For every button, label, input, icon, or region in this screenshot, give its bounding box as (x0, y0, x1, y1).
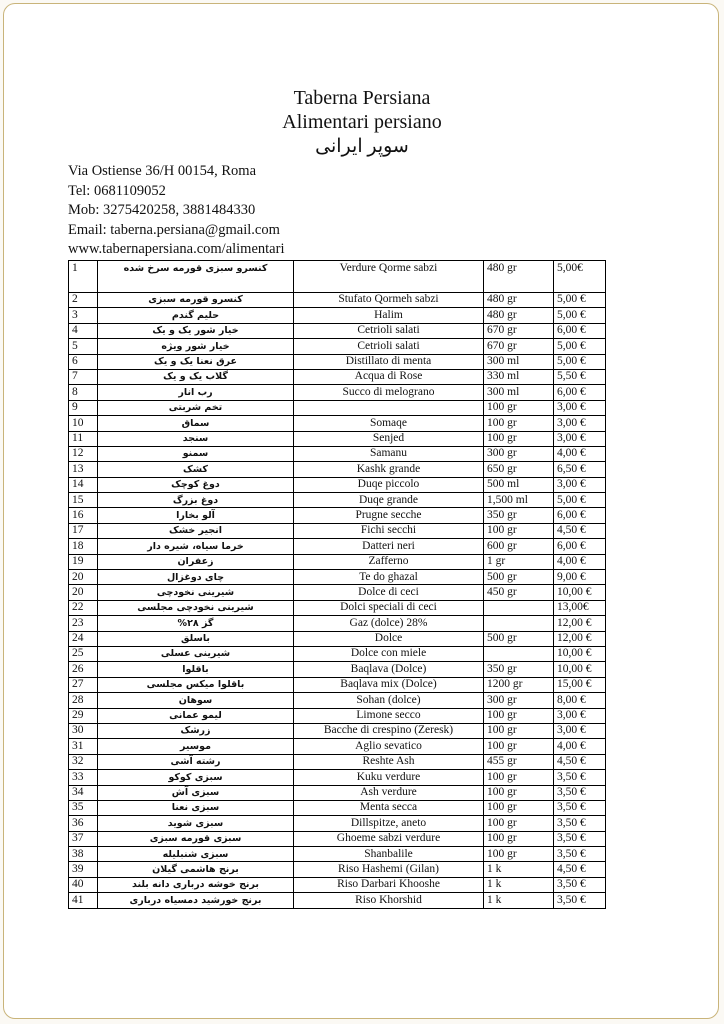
item-number: 22 (69, 600, 98, 615)
item-name-persian: برنج خورشید دمسیاه درباری (98, 893, 294, 908)
item-name-persian: کنسرو سبزی قورمه سرخ شده (98, 261, 294, 293)
item-name-persian: خیار شور یک و یک (98, 323, 294, 338)
item-price: 5,00 € (554, 293, 606, 308)
item-name-persian: لیمو عمانی (98, 708, 294, 723)
store-name-persian: سوپر ایرانی (315, 136, 409, 157)
table-row (69, 385, 606, 400)
item-price: 12,00 € (554, 616, 606, 631)
item-number: 7 (69, 369, 98, 384)
item-name-italian: Kashk grande (294, 462, 484, 477)
item-name-persian: سبزی شنبلیله (98, 847, 294, 862)
item-number: 34 (69, 785, 98, 800)
item-quantity: 100 gr (484, 723, 554, 738)
item-number: 41 (69, 893, 98, 908)
item-price: 10,00 € (554, 585, 606, 600)
item-name-italian: Samanu (294, 446, 484, 461)
item-price: 4,00 € (554, 446, 606, 461)
item-name-italian: Verdure Qorme sabzi (294, 261, 484, 293)
item-name-italian: Duqe piccolo (294, 477, 484, 492)
item-price: 4,50 € (554, 862, 606, 877)
item-quantity: 100 gr (484, 831, 554, 846)
item-number: 37 (69, 831, 98, 846)
item-price: 3,00 € (554, 708, 606, 723)
telephone: Tel: 0681109052 (68, 182, 166, 199)
table-row (69, 754, 606, 769)
item-quantity: 480 gr (484, 293, 554, 308)
item-price: 3,50 € (554, 847, 606, 862)
item-name-italian: Kuku verdure (294, 770, 484, 785)
table-row (69, 585, 606, 600)
item-price: 15,00 € (554, 677, 606, 692)
item-price: 3,50 € (554, 816, 606, 831)
item-name-persian: رشته آشی (98, 754, 294, 769)
item-price: 6,00 € (554, 385, 606, 400)
email: Email: taberna.persiana@gmail.com (68, 221, 280, 238)
item-number: 26 (69, 662, 98, 677)
item-number: 20 (69, 585, 98, 600)
item-quantity: 300 ml (484, 354, 554, 369)
item-number: 36 (69, 816, 98, 831)
item-name-persian: سنجد (98, 431, 294, 446)
item-number: 28 (69, 693, 98, 708)
item-name-persian: تخم شربتی (98, 400, 294, 415)
item-price: 3,50 € (554, 831, 606, 846)
item-name-italian: Fichi secchi (294, 523, 484, 538)
item-quantity: 455 gr (484, 754, 554, 769)
item-number: 33 (69, 770, 98, 785)
table-row (69, 339, 606, 354)
table-row (69, 323, 606, 338)
item-name-persian: برنج هاشمی گیلان (98, 862, 294, 877)
item-quantity: 100 gr (484, 847, 554, 862)
item-price: 3,00 € (554, 416, 606, 431)
table-row (69, 416, 606, 431)
item-number: 35 (69, 800, 98, 815)
item-number: 3 (69, 308, 98, 323)
item-quantity: 350 gr (484, 662, 554, 677)
item-number: 9 (69, 400, 98, 415)
store-name: Taberna Persiana (293, 87, 431, 109)
item-number: 31 (69, 739, 98, 754)
item-name-persian: کنسرو قورمه سبزی (98, 293, 294, 308)
item-quantity: 670 gr (484, 339, 554, 354)
store-subtitle: Alimentari persiano (282, 111, 442, 133)
table-row (69, 354, 606, 369)
table-row (69, 877, 606, 892)
item-quantity: 100 gr (484, 431, 554, 446)
item-name-italian: Te do ghazal (294, 570, 484, 585)
table-row (69, 785, 606, 800)
item-name-italian: Menta secca (294, 800, 484, 815)
item-quantity: 100 gr (484, 800, 554, 815)
table-row (69, 693, 606, 708)
item-name-italian: Zafferno (294, 554, 484, 569)
item-quantity: 100 gr (484, 739, 554, 754)
item-quantity: 1 k (484, 862, 554, 877)
item-number: 18 (69, 539, 98, 554)
item-name-persian: سبزی آش (98, 785, 294, 800)
item-price: 5,00 € (554, 354, 606, 369)
item-price: 5,00 € (554, 493, 606, 508)
item-price: 12,00 € (554, 631, 606, 646)
item-name-italian: Senjed (294, 431, 484, 446)
item-number: 16 (69, 508, 98, 523)
mobile: Mob: 3275420258, 3881484330 (68, 202, 256, 218)
table-row (69, 739, 606, 754)
item-number: 4 (69, 323, 98, 338)
item-number: 14 (69, 477, 98, 492)
item-name-persian: شیرینی عسلی (98, 646, 294, 661)
table-row (69, 431, 606, 446)
table-row (69, 847, 606, 862)
item-name-persian: دوغ بزرگ (98, 493, 294, 508)
contact-block (68, 162, 284, 260)
item-number: 1 (69, 261, 98, 293)
item-name-italian: Succo di melograno (294, 385, 484, 400)
item-number: 25 (69, 646, 98, 661)
item-quantity: 480 gr (484, 261, 554, 293)
item-quantity (484, 616, 554, 631)
item-quantity: 300 gr (484, 446, 554, 461)
item-name-italian: Cetrioli salati (294, 323, 484, 338)
table-row (69, 539, 606, 554)
item-price: 9,00 € (554, 570, 606, 585)
item-name-persian: خرما سیاه، شیره دار (98, 539, 294, 554)
item-price: 3,00 € (554, 400, 606, 415)
table-row (69, 816, 606, 831)
table-row (69, 708, 606, 723)
item-price: 6,50 € (554, 462, 606, 477)
item-price: 10,00 € (554, 646, 606, 661)
item-quantity: 1 k (484, 893, 554, 908)
item-price: 6,00 € (554, 539, 606, 554)
item-name-persian: گلاب یک و یک (98, 369, 294, 384)
table-row (69, 554, 606, 569)
item-price: 4,50 € (554, 523, 606, 538)
item-name-italian: Shanbalile (294, 847, 484, 862)
item-quantity: 350 gr (484, 508, 554, 523)
item-name-persian: زرشک (98, 723, 294, 738)
item-quantity: 650 gr (484, 462, 554, 477)
item-number: 11 (69, 431, 98, 446)
item-price: 4,00 € (554, 739, 606, 754)
website: www.tabernapersiana.com/alimentari (68, 241, 285, 257)
product-table (68, 260, 606, 909)
item-quantity: 1 gr (484, 554, 554, 569)
item-name-persian: شیرینی نخودچی (98, 585, 294, 600)
item-number: 24 (69, 631, 98, 646)
item-number: 20 (69, 570, 98, 585)
item-name-italian: Riso Khorshid (294, 893, 484, 908)
table-row (69, 800, 606, 815)
item-price: 3,50 € (554, 877, 606, 892)
item-name-persian: آلو بخارا (98, 508, 294, 523)
item-price: 6,00 € (554, 508, 606, 523)
item-name-persian: سبزی قورمه سبزی (98, 831, 294, 846)
table-row (69, 400, 606, 415)
item-name-persian: حلیم گندم (98, 308, 294, 323)
item-quantity (484, 600, 554, 615)
item-name-persian: موسیر (98, 739, 294, 754)
table-row (69, 600, 606, 615)
table-row (69, 369, 606, 384)
item-price: 3,00 € (554, 723, 606, 738)
item-name-italian: Datteri neri (294, 539, 484, 554)
table-row (69, 477, 606, 492)
item-number: 30 (69, 723, 98, 738)
item-quantity: 100 gr (484, 785, 554, 800)
table-row (69, 723, 606, 738)
item-number: 5 (69, 339, 98, 354)
item-quantity: 500 ml (484, 477, 554, 492)
item-name-italian: Riso Darbari Khooshe (294, 877, 484, 892)
item-name-italian: Dillspitze, aneto (294, 816, 484, 831)
item-name-italian: Dolce con miele (294, 646, 484, 661)
item-name-italian: Stufato Qormeh sabzi (294, 293, 484, 308)
table-row (69, 523, 606, 538)
item-name-italian: Riso Hashemi (Gilan) (294, 862, 484, 877)
item-quantity: 600 gr (484, 539, 554, 554)
item-quantity: 330 ml (484, 369, 554, 384)
item-quantity: 480 gr (484, 308, 554, 323)
item-price: 3,00 € (554, 431, 606, 446)
table-row (69, 446, 606, 461)
item-quantity: 300 gr (484, 693, 554, 708)
item-name-italian: Ash verdure (294, 785, 484, 800)
item-name-italian: Dolce di ceci (294, 585, 484, 600)
item-number: 29 (69, 708, 98, 723)
table-row (69, 508, 606, 523)
item-name-italian: Baqlava (Dolce) (294, 662, 484, 677)
item-name-persian: سوهان (98, 693, 294, 708)
item-price: 8,00 € (554, 693, 606, 708)
table-row (69, 261, 606, 293)
item-quantity: 1 k (484, 877, 554, 892)
item-quantity: 1,500 ml (484, 493, 554, 508)
item-name-italian (294, 400, 484, 415)
item-quantity: 100 gr (484, 708, 554, 723)
item-name-persian: سبزی کوکو (98, 770, 294, 785)
item-price: 3,00 € (554, 477, 606, 492)
item-quantity: 670 gr (484, 323, 554, 338)
item-quantity: 500 gr (484, 570, 554, 585)
table-row (69, 631, 606, 646)
item-number: 23 (69, 616, 98, 631)
item-number: 27 (69, 677, 98, 692)
item-quantity: 100 gr (484, 770, 554, 785)
table-row (69, 493, 606, 508)
item-name-italian: Somaqe (294, 416, 484, 431)
document-header (0, 86, 724, 160)
item-name-persian: سماق (98, 416, 294, 431)
item-name-italian: Limone secco (294, 708, 484, 723)
item-name-italian: Dolci speciali di ceci (294, 600, 484, 615)
item-name-italian: Ghoeme sabzi verdure (294, 831, 484, 846)
item-name-persian: عرق نعنا یک و یک (98, 354, 294, 369)
item-number: 6 (69, 354, 98, 369)
item-price: 3,50 € (554, 800, 606, 815)
item-name-persian: انجیر خشک (98, 523, 294, 538)
item-number: 39 (69, 862, 98, 877)
item-name-italian: Prugne secche (294, 508, 484, 523)
item-name-italian: Sohan (dolce) (294, 693, 484, 708)
item-price: 10,00 € (554, 662, 606, 677)
item-name-persian: سبزی شوید (98, 816, 294, 831)
item-number: 19 (69, 554, 98, 569)
table-row (69, 308, 606, 323)
item-price: 5,00 € (554, 308, 606, 323)
table-row (69, 770, 606, 785)
item-quantity: 100 gr (484, 416, 554, 431)
item-price: 5,50 € (554, 369, 606, 384)
item-number: 17 (69, 523, 98, 538)
item-name-italian: Acqua di Rose (294, 369, 484, 384)
item-number: 40 (69, 877, 98, 892)
table-row (69, 462, 606, 477)
item-quantity: 300 ml (484, 385, 554, 400)
item-name-italian: Halim (294, 308, 484, 323)
table-row (69, 293, 606, 308)
item-quantity (484, 646, 554, 661)
item-name-persian: زعفران (98, 554, 294, 569)
item-name-italian: Bacche di crespino (Zeresk) (294, 723, 484, 738)
item-price: 4,50 € (554, 754, 606, 769)
item-name-italian: Cetrioli salati (294, 339, 484, 354)
item-number: 13 (69, 462, 98, 477)
table-row (69, 893, 606, 908)
item-name-italian: Dolce (294, 631, 484, 646)
item-name-persian: شیرینی نخودچی مجلسی (98, 600, 294, 615)
item-name-persian: رب انار (98, 385, 294, 400)
item-name-persian: خیار شور ویژه (98, 339, 294, 354)
item-number: 8 (69, 385, 98, 400)
item-name-italian: Aglio sevatico (294, 739, 484, 754)
table-row (69, 677, 606, 692)
item-name-persian: برنج خوشه درباری دانه بلند (98, 877, 294, 892)
item-name-persian: کشک (98, 462, 294, 477)
item-name-persian: سمنو (98, 446, 294, 461)
item-number: 2 (69, 293, 98, 308)
item-name-persian: گز ۲۸% (98, 616, 294, 631)
table-row (69, 616, 606, 631)
item-quantity: 100 gr (484, 816, 554, 831)
item-price: 5,00€ (554, 261, 606, 293)
item-name-persian: سبزی نعنا (98, 800, 294, 815)
item-quantity: 1200 gr (484, 677, 554, 692)
item-number: 15 (69, 493, 98, 508)
item-name-persian: باقلوا (98, 662, 294, 677)
item-name-persian: دوغ کوچک (98, 477, 294, 492)
item-quantity: 500 gr (484, 631, 554, 646)
item-quantity: 100 gr (484, 400, 554, 415)
item-quantity: 450 gr (484, 585, 554, 600)
item-price: 13,00€ (554, 600, 606, 615)
item-quantity: 100 gr (484, 523, 554, 538)
item-name-italian: Duqe grande (294, 493, 484, 508)
item-name-persian: باسلق (98, 631, 294, 646)
table-row (69, 831, 606, 846)
table-row (69, 646, 606, 661)
item-name-persian: چای دوغزال (98, 570, 294, 585)
item-name-italian: Reshte Ash (294, 754, 484, 769)
item-price: 6,00 € (554, 323, 606, 338)
item-name-italian: Baqlava mix (Dolce) (294, 677, 484, 692)
table-row (69, 862, 606, 877)
address: Via Ostiense 36/H 00154, Roma (68, 163, 257, 179)
item-name-italian: Gaz (dolce) 28% (294, 616, 484, 631)
item-price: 3,50 € (554, 770, 606, 785)
table-row (69, 570, 606, 585)
table-row (69, 662, 606, 677)
item-number: 12 (69, 446, 98, 461)
item-price: 3,50 € (554, 893, 606, 908)
item-price: 5,00 € (554, 339, 606, 354)
item-name-italian: Distillato di menta (294, 354, 484, 369)
item-price: 3,50 € (554, 785, 606, 800)
item-name-persian: باقلوا میکس مجلسی (98, 677, 294, 692)
item-number: 32 (69, 754, 98, 769)
item-number: 38 (69, 847, 98, 862)
item-number: 10 (69, 416, 98, 431)
item-price: 4,00 € (554, 554, 606, 569)
